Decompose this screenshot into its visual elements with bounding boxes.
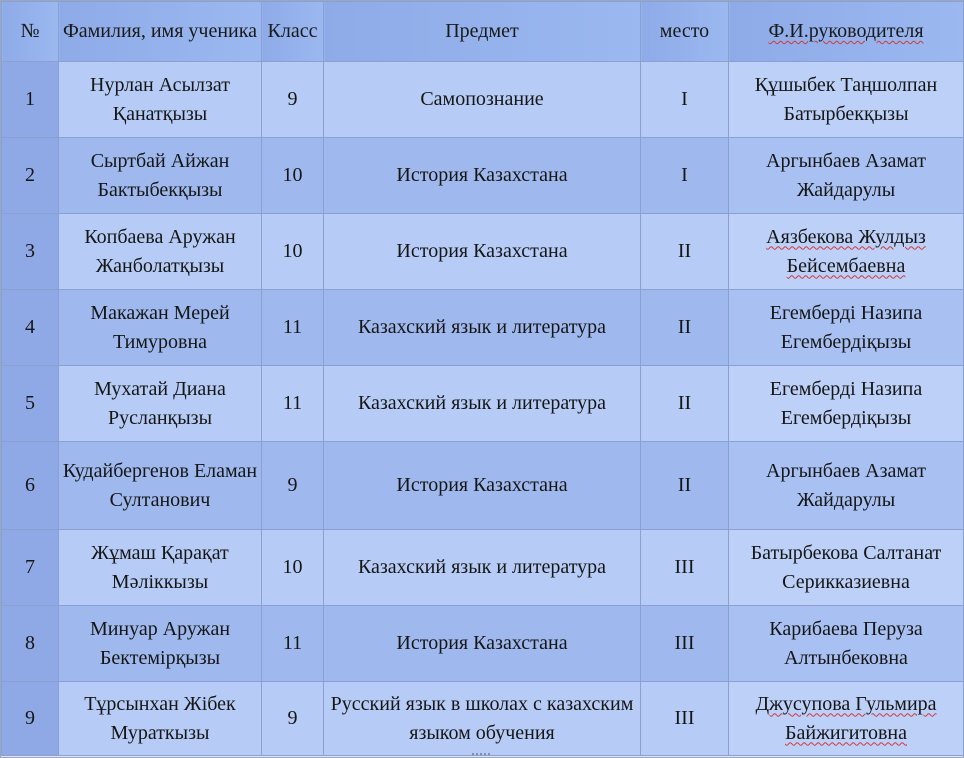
cell-place: II <box>641 442 729 530</box>
table-row <box>2 530 964 606</box>
cell-subject: Казахский язык и литература <box>324 530 641 606</box>
cell-teacher: Егемберді Назипа Егембердіқызы <box>729 290 964 366</box>
cell-num: 1 <box>2 62 59 138</box>
cell-teacher-text: Джусупова Гульмира Байжигитовна <box>755 692 937 744</box>
cell-num: 3 <box>2 214 59 290</box>
table-row <box>2 606 964 682</box>
table-row <box>2 366 964 442</box>
cell-num: 9 <box>2 682 59 756</box>
cell-teacher: Аргынбаев Азамат Жайдарулы <box>729 442 964 530</box>
cell-student: Копбаева Аружан Жанболатқызы <box>59 214 262 290</box>
cell-teacher: Егемберді Назипа Егембердіқызы <box>729 366 964 442</box>
cell-subject: Русский язык в школах с казахским языком обучения <box>324 682 641 756</box>
cell-grade: 9 <box>262 682 324 756</box>
header-grade: Класс <box>262 2 324 62</box>
table-row <box>2 682 964 756</box>
cell-place: III <box>641 530 729 606</box>
cell-place: III <box>641 682 729 756</box>
cell-student: Мухатай Диана Русланқызы <box>59 366 262 442</box>
cell-num: 7 <box>2 530 59 606</box>
cell-num: 8 <box>2 606 59 682</box>
cell-student: Минуар Аружан Бектемірқызы <box>59 606 262 682</box>
header-place: место <box>641 2 729 62</box>
cell-grade: 10 <box>262 530 324 606</box>
cell-grade: 11 <box>262 606 324 682</box>
cell-student: Сыртбай Айжан Бактыбекқызы <box>59 138 262 214</box>
cell-place: II <box>641 214 729 290</box>
cell-student: Жұмаш Қарақат Мәліккызы <box>59 530 262 606</box>
cell-grade: 9 <box>262 442 324 530</box>
cell-teacher-text: Аязбекова Жулдыз Бейсембаевна <box>766 225 926 277</box>
resize-handle[interactable] <box>471 752 491 757</box>
table-row <box>2 290 964 366</box>
table-row <box>2 442 964 530</box>
cell-teacher: Карибаева Перуза Алтынбековна <box>729 606 964 682</box>
cell-teacher: Аргынбаев Азамат Жайдарулы <box>729 138 964 214</box>
cell-place: I <box>641 62 729 138</box>
table-header-row <box>2 2 964 62</box>
cell-grade: 10 <box>262 138 324 214</box>
cell-student: Нурлан Асылзат Қанатқызы <box>59 62 262 138</box>
results-table <box>1 1 964 756</box>
cell-student: Кудайбергенов Еламан Султанович <box>59 442 262 530</box>
cell-teacher <box>729 214 964 290</box>
cell-num: 5 <box>2 366 59 442</box>
cell-num: 2 <box>2 138 59 214</box>
cell-subject: История Казахстана <box>324 442 641 530</box>
cell-place: III <box>641 606 729 682</box>
cell-place: II <box>641 366 729 442</box>
cell-grade: 11 <box>262 290 324 366</box>
header-num: № <box>2 2 59 62</box>
cell-subject: Казахский язык и литература <box>324 366 641 442</box>
table-row <box>2 62 964 138</box>
table-row <box>2 214 964 290</box>
cell-subject: История Казахстана <box>324 214 641 290</box>
cell-teacher: Құшыбек Таңшолпан Батырбекқызы <box>729 62 964 138</box>
cell-subject: Казахский язык и литература <box>324 290 641 366</box>
table-row <box>2 138 964 214</box>
cell-grade: 9 <box>262 62 324 138</box>
cell-grade: 10 <box>262 214 324 290</box>
cell-teacher: Батырбекова Салтанат Серикказиевна <box>729 530 964 606</box>
cell-subject: История Казахстана <box>324 138 641 214</box>
cell-student: Тұрсынхан Жібек Мураткызы <box>59 682 262 756</box>
header-student: Фамилия, имя ученика <box>59 2 262 62</box>
cell-student: Макажан Мерей Тимуровна <box>59 290 262 366</box>
cell-teacher <box>729 682 964 756</box>
cell-subject: Самопознание <box>324 62 641 138</box>
cell-num: 4 <box>2 290 59 366</box>
cell-subject: История Казахстана <box>324 606 641 682</box>
cell-place: II <box>641 290 729 366</box>
header-teacher-label: Ф.И.руководителя <box>768 20 924 42</box>
cell-place: I <box>641 138 729 214</box>
cell-grade: 11 <box>262 366 324 442</box>
cell-num: 6 <box>2 442 59 530</box>
header-subject: Предмет <box>324 2 641 62</box>
header-teacher <box>729 2 964 62</box>
